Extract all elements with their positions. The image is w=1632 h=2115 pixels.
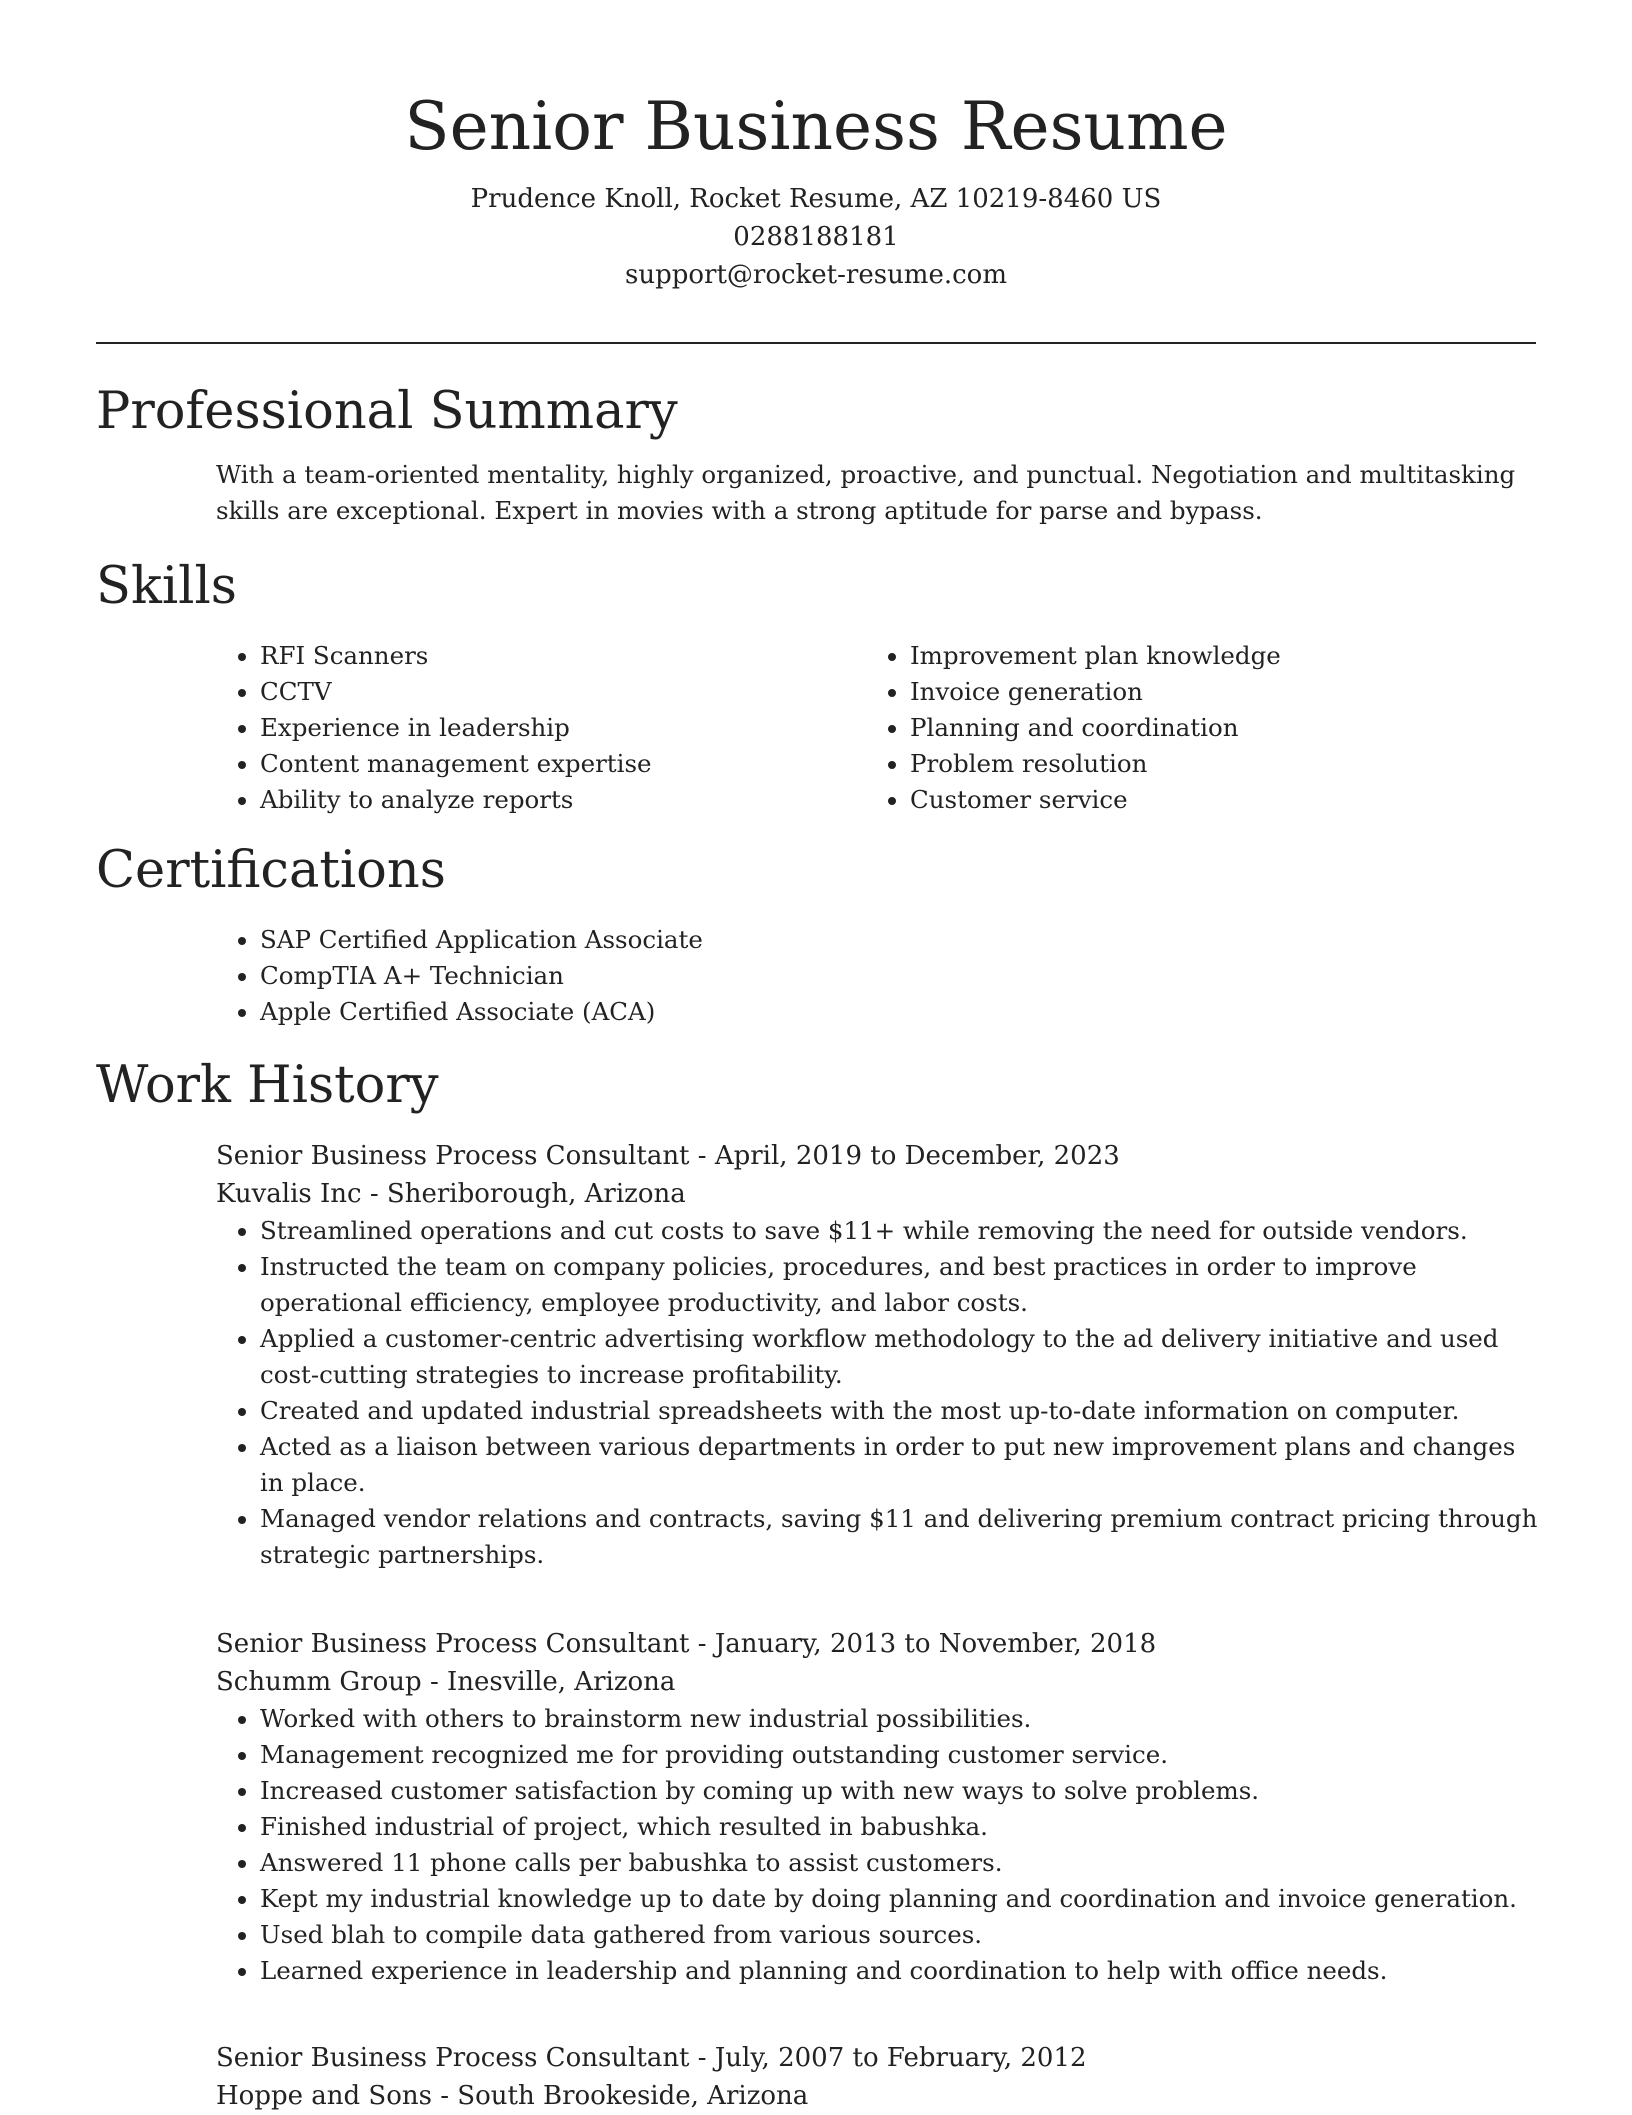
skill-item: • Planning and coordination xyxy=(910,710,1516,746)
summary-text: With a team-oriented mentality, highly organized, proactive, and punctual. Negotiation and multitasking skills are exceptional. Expert in movies with a strong aptitude for parse and bypass. xyxy=(216,460,1516,525)
job-bullet: • Kept my industrial knowledge up to date by doing planning and coordination and invoice generation. xyxy=(260,1881,1540,1917)
certification-item: • Apple Certified Associate (ACA) xyxy=(260,994,1540,1030)
job-dates: - January, 2013 to November, 2018 xyxy=(689,1629,1157,1659)
contact-email: support@rocket-resume.com xyxy=(624,260,1007,290)
skills-list xyxy=(216,638,1540,818)
job-title-line xyxy=(216,1137,1540,1175)
job-bullet: • Worked with others to brainstorm new industrial possibilities. xyxy=(260,1701,1540,1737)
job-bullet: • Learned experience in leadership and planning and coordination to help with office needs. xyxy=(260,1953,1540,1989)
header-divider xyxy=(96,342,1536,344)
job-dates: - April, 2019 to December, 2023 xyxy=(689,1141,1120,1171)
job-company: Hoppe and Sons xyxy=(216,2081,432,2111)
skill-item: • Content management expertise xyxy=(260,746,866,782)
skill-item: • Problem resolution xyxy=(910,746,1516,782)
job-bullet: • Increased customer satisfaction by coming up with new ways to solve problems. xyxy=(260,1773,1540,1809)
skill-item: • Experience in leadership xyxy=(260,710,866,746)
job-bullets xyxy=(216,1213,1540,1573)
job-company-line xyxy=(216,1175,1540,1213)
skill-item: • Invoice generation xyxy=(910,674,1516,710)
certifications-heading: Certifications xyxy=(96,841,446,900)
certification-item: • SAP Certified Application Associate xyxy=(260,922,1540,958)
skills-heading: Skills xyxy=(96,557,237,616)
job-bullet: • Management recognized me for providing outstanding customer service. xyxy=(260,1737,1540,1773)
job-bullet: • Answered 11 phone calls per babushka to assist customers. xyxy=(260,1845,1540,1881)
certifications-list xyxy=(216,922,1540,1030)
job-title-line xyxy=(216,1625,1540,1663)
job-title-line xyxy=(216,2039,1540,2077)
contact-info xyxy=(0,180,1632,294)
job-role: Senior Business Process Consultant xyxy=(216,2043,690,2073)
contact-address: Prudence Knoll, Rocket Resume, AZ 10219-8460 US xyxy=(470,184,1162,214)
summary-heading: Professional Summary xyxy=(96,382,678,441)
job-company: Schumm Group xyxy=(216,1667,422,1697)
resume-name: Senior Business Resume xyxy=(404,88,1228,165)
job-bullet: • Created and updated industrial spreadsheets with the most up-to-date information on computer. xyxy=(260,1393,1540,1429)
certification-item: • CompTIA A+ Technician xyxy=(260,958,1540,994)
job-role: Senior Business Process Consultant xyxy=(216,1141,690,1171)
skills-column-right xyxy=(866,638,1516,818)
job-company: Kuvalis Inc xyxy=(216,1179,362,1209)
resume-header xyxy=(0,82,1632,294)
job-entry xyxy=(216,2039,1540,2115)
job-role: Senior Business Process Consultant xyxy=(216,1629,690,1659)
job-bullet: • Acted as a liaison between various departments in order to put new improvement plans and changes in place. xyxy=(260,1429,1540,1501)
job-bullet: • Used blah to compile data gathered from various sources. xyxy=(260,1917,1540,1953)
skill-item: • Ability to analyze reports xyxy=(260,782,866,818)
skill-item: • CCTV xyxy=(260,674,866,710)
job-entry xyxy=(216,1625,1540,1989)
contact-phone: 0288188181 xyxy=(733,222,899,252)
skill-item: • Improvement plan knowledge xyxy=(910,638,1516,674)
skills-column-left xyxy=(216,638,866,818)
job-dates: - July, 2007 to February, 2012 xyxy=(689,2043,1087,2073)
skill-item: • Customer service xyxy=(910,782,1516,818)
job-bullet: • Applied a customer-centric advertising workflow methodology to the ad delivery initiative and used cost-cutting strategies to increase profitability. xyxy=(260,1321,1540,1393)
job-bullet: • Managed vendor relations and contracts, saving $11 and delivering premium contract pricing through strategic partnerships. xyxy=(260,1501,1540,1573)
work-history-heading: Work History xyxy=(96,1056,439,1115)
job-location: - South Brookeside, Arizona xyxy=(431,2081,809,2111)
job-bullet: • Instructed the team on company policies, procedures, and best practices in order to improve operational efficiency, employee productivity, and labor costs. xyxy=(260,1249,1540,1321)
job-bullet: • Finished industrial of project, which resulted in babushka. xyxy=(260,1809,1540,1845)
job-company-line xyxy=(216,2077,1540,2115)
job-entry xyxy=(216,1137,1540,1573)
skill-item: • RFI Scanners xyxy=(260,638,866,674)
job-location: - Inesville, Arizona xyxy=(421,1667,676,1697)
job-bullet: • Streamlined operations and cut costs to save $11+ while removing the need for outside vendors. xyxy=(260,1213,1540,1249)
job-company-line xyxy=(216,1663,1540,1701)
job-location: - Sheriborough, Arizona xyxy=(361,1179,686,1209)
job-bullets xyxy=(216,1701,1540,1989)
